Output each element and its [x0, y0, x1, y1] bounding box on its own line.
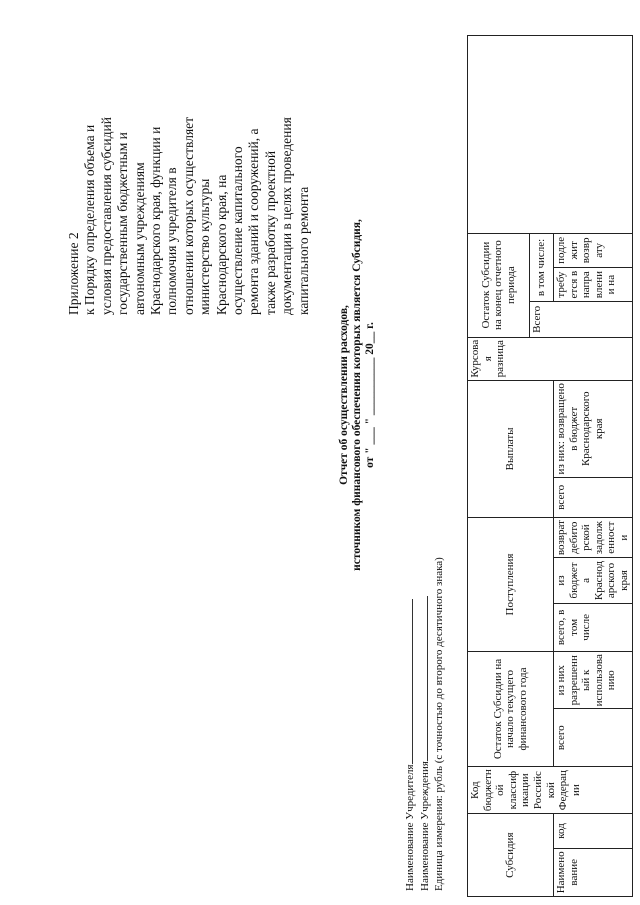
appendix-line: ремонта зданий и сооружений, а [246, 128, 262, 315]
report-table [467, 35, 633, 897]
header-to-return: подлежит возврату [554, 233, 633, 267]
header-name: Наименование [554, 848, 633, 896]
header-balance-end: Остаток Субсидии на конец отчетного периода [468, 233, 530, 337]
report-date-line: от " ___ " __________ 20__ г. [364, 322, 376, 468]
appendix-line: к Порядку определения объема и [82, 124, 98, 315]
appendix-block [66, 15, 312, 315]
header-total-start: всего [554, 709, 633, 766]
appendix-line: документации в целях проведения [279, 117, 295, 315]
header-balance-start: Остаток Субсидии на начало текущего финансового года [468, 652, 554, 767]
unit-label: Единица измерения: рубль (с точностью до второго десятичного знака) [432, 557, 445, 891]
unit-field [433, 557, 446, 891]
appendix-line: автономным учреждениям [131, 162, 147, 315]
header-from-budget: из бюджета Краснодарского края [554, 558, 633, 603]
appendix-line: государственным бюджетным и [115, 132, 131, 315]
institution-underline [417, 596, 428, 761]
header-receipts-total: всего, в том числе [554, 603, 633, 651]
appendix-line: капитального ремонта [295, 186, 311, 315]
appendix-line: Приложение 2 [66, 232, 81, 315]
appendix-line: Краснодарского края, на [213, 174, 229, 315]
founder-underline [402, 599, 413, 764]
header-subsidy: Субсидия [468, 814, 554, 897]
institution-field [417, 557, 432, 891]
founder-field [402, 557, 417, 891]
header-budget-code: Код бюджетной классификации Российской Федерации [468, 766, 633, 813]
report-title-line-1: Отчет об осуществлении расходов, [338, 305, 350, 485]
appendix-line: отношении которых осуществляет [180, 116, 196, 315]
appendix-line: полномочия учредителя в [164, 167, 180, 315]
appendix-line: министерство культуры [197, 178, 213, 315]
report-title-line-2: источником финансового обеспечения которых является Субсидия, [351, 219, 363, 571]
appendix-line: также разработку проектной [262, 150, 278, 315]
header-returned: из них: возвращено в бюджет Краснодарского края [554, 380, 633, 477]
header-code: код [554, 814, 633, 848]
appendix-line: условия предоставления субсидий [98, 117, 114, 315]
founder-label: Наименование Учредителя [404, 764, 416, 891]
header-permitted: из них разрешенный к использованию [554, 652, 633, 709]
header-total-end: Всего [530, 302, 633, 337]
header-payments-total: всего [554, 477, 633, 517]
appendix-line: Краснодарского края, функции и [148, 126, 164, 315]
appendix-line: осуществление капитального [230, 146, 246, 315]
header-debt-return: возврат дебиторской задолженности [554, 517, 633, 557]
institution-label: Наименование Учреждения [419, 761, 432, 891]
header-requires: требуется в направлении на [554, 267, 633, 301]
header-including: в том числе: [530, 233, 554, 302]
header-payments: Выплаты [468, 380, 554, 517]
report-title [338, 135, 377, 655]
header-fields [402, 557, 446, 891]
header-exchange-diff: Курсовая разница [468, 337, 633, 380]
header-receipts: Поступления [468, 517, 554, 651]
empty-column [468, 36, 633, 234]
